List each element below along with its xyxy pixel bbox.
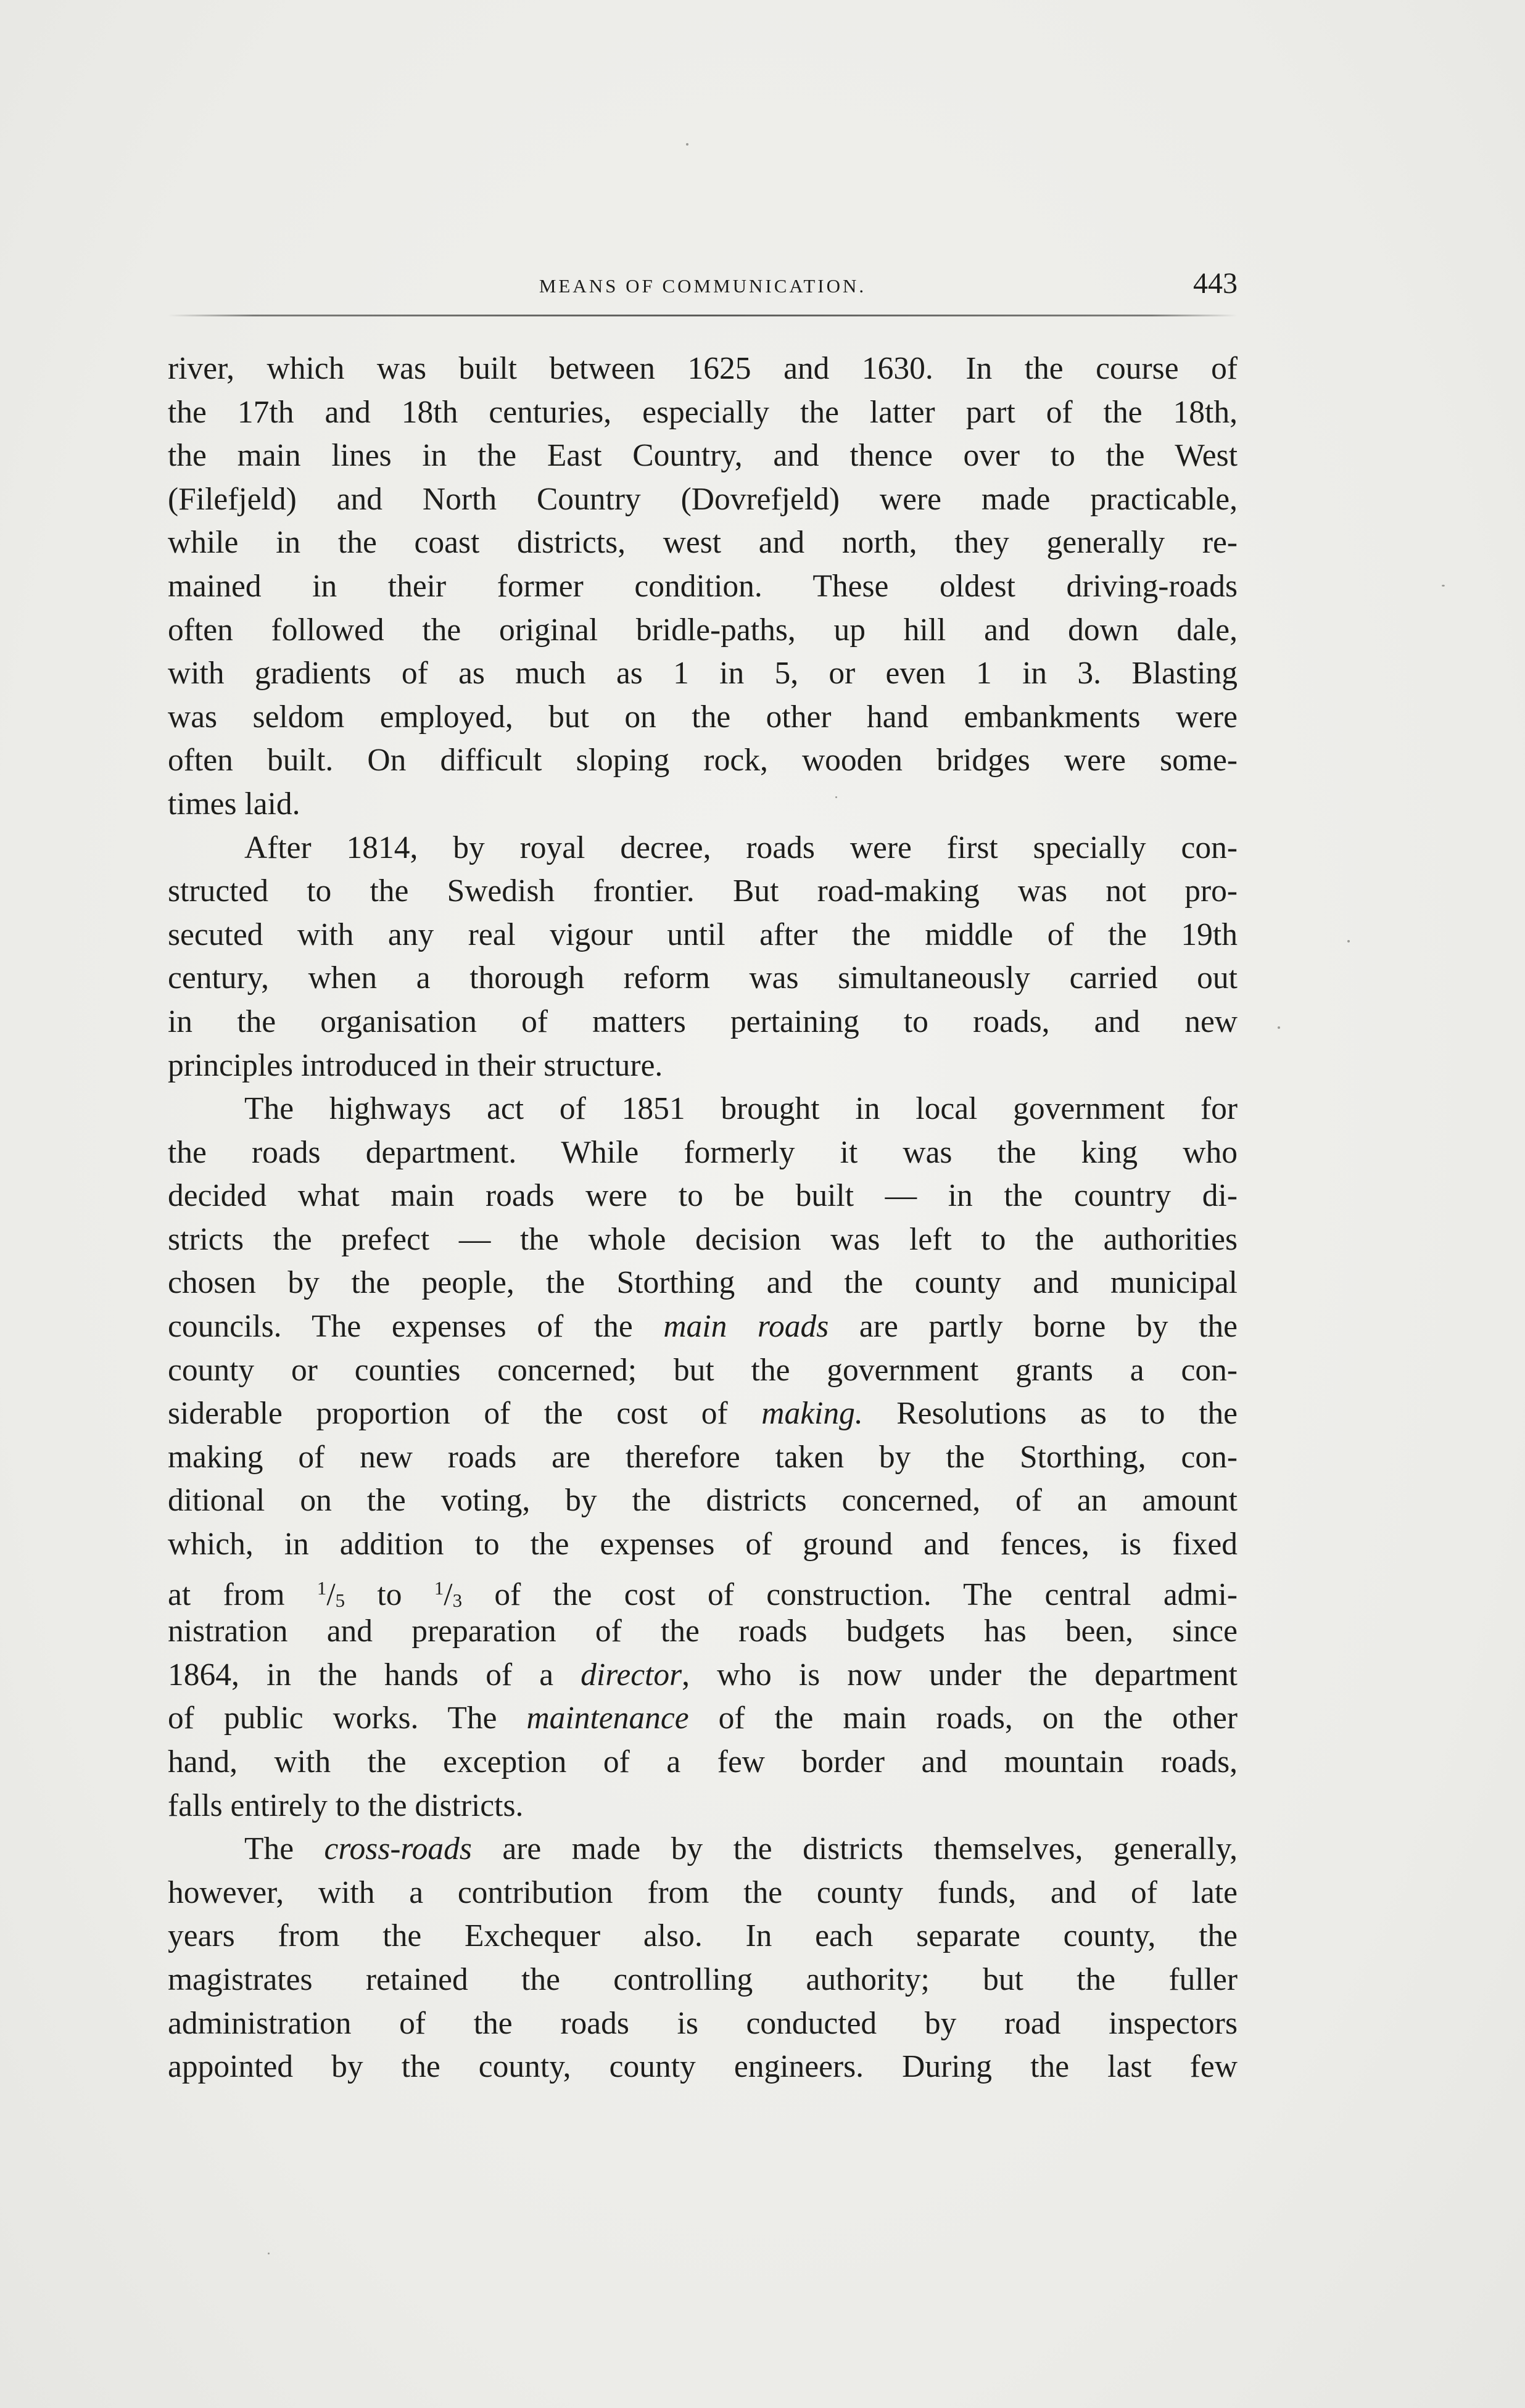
text-line (168, 913, 1238, 957)
text-run: river, which was built between 1625 and 1630. In the course of (168, 351, 1238, 386)
text-run: structed to the Swedish frontier. But road-making was not pro- (168, 873, 1238, 909)
text-line (168, 1871, 1238, 1915)
text-line (168, 1436, 1238, 1480)
text-run: in the organisation of matters pertaining to roads, and new (168, 1004, 1238, 1039)
text-line (168, 1784, 1238, 1828)
text-line (168, 1610, 1238, 1654)
text-run: are made by the districts themselves, generally, (471, 1831, 1238, 1867)
text-run: stricts the prefect — the whole decision was left to the authorities (168, 1221, 1238, 1257)
italic-term: cross-roads (324, 1831, 472, 1867)
text-line (168, 1741, 1238, 1784)
text-run: often followed the original bridle-paths, up hill and down dale, (168, 612, 1238, 648)
header-rule (168, 315, 1238, 316)
text-run: After 1814, by royal decree, roads were first specially con- (244, 830, 1238, 865)
text-run: years from the Exchequer also. In each separate county, the (168, 1918, 1238, 1954)
text-run: while in the coast districts, west and north, they generally re- (168, 525, 1238, 561)
text-run: 1864, in the hands of a (168, 1657, 581, 1693)
page-speck (835, 796, 837, 798)
italic-term: main roads (663, 1309, 829, 1345)
text-run: the main lines in the East Country, and thence over to the West (168, 438, 1238, 474)
text-line (168, 1131, 1238, 1175)
text-line (168, 2002, 1238, 2046)
text-run: secuted with any real vigour until after the middle of the 19th (168, 917, 1238, 952)
italic-term: director (581, 1657, 682, 1693)
text-line (168, 1915, 1238, 1958)
text-line (168, 1523, 1238, 1567)
text-run: century, when a thorough reform was simultaneously carried out (168, 960, 1238, 996)
text-line (168, 1958, 1238, 2002)
text-line (168, 739, 1238, 783)
page-speck (686, 143, 688, 146)
text-line (168, 783, 1238, 827)
text-run: mained in their former condition. These oldest driving-roads (168, 568, 1238, 604)
text-run: councils. The expenses of the (168, 1309, 664, 1345)
text-line (168, 1000, 1238, 1044)
text-line (168, 1828, 1238, 1871)
page-number: 443 (1193, 267, 1238, 300)
text-run: Resolutions as to the (862, 1396, 1238, 1432)
text-run: are partly borne by the (829, 1309, 1238, 1345)
text-line (168, 2045, 1238, 2089)
text-run: of the cost of construction. The central admi- (462, 1577, 1238, 1612)
text-run: often built. On difficult sloping rock, wooden bridges were some- (168, 743, 1238, 778)
text-run: however, with a contribution from the county funds, and of late (168, 1874, 1238, 1910)
text-run: of the main roads, on the other (688, 1701, 1238, 1736)
text-run: making of new roads are therefore taken by the Storthing, con- (168, 1439, 1238, 1475)
text-line (168, 521, 1238, 565)
text-line (168, 1654, 1238, 1697)
text-run: with gradients of as much as 1 in 5, or even 1 in 3. Blasting (168, 656, 1238, 691)
text-line (168, 1349, 1238, 1393)
text-line (168, 696, 1238, 740)
text-run: administration of the roads is conducted by road inspectors (168, 2005, 1238, 2041)
text-run: the 17th and 18th centuries, especially the latter part of the 18th, (168, 394, 1238, 430)
text-line (168, 1261, 1238, 1305)
text-run: chosen by the people, the Storthing and the county and municipal (168, 1265, 1238, 1301)
text-line (168, 347, 1238, 391)
page-speck (1442, 585, 1445, 587)
text-run: decided what main roads were to be built — in the country di- (168, 1178, 1238, 1214)
text-line (168, 827, 1238, 870)
fraction: $^1/_3$ (434, 1577, 463, 1612)
text-run: ditional on the voting, by the districts concerned, of an amount (168, 1483, 1238, 1519)
text-line (168, 391, 1238, 435)
text-line (168, 1697, 1238, 1741)
body-text (168, 347, 1238, 2089)
text-run: to (345, 1577, 434, 1612)
text-run: magistrates retained the controlling authority; but the fuller (168, 1961, 1238, 1997)
text-run: siderable proportion of the cost of (168, 1396, 762, 1432)
text-run: , who is now under the department (682, 1657, 1238, 1693)
text-line (168, 1392, 1238, 1436)
page-speck (1347, 940, 1350, 942)
text-line (168, 478, 1238, 522)
text-run: was seldom employed, but on the other hand embankments were (168, 699, 1238, 735)
text-run: hand, with the exception of a few border and mountain roads, (168, 1744, 1238, 1779)
text-run: county or counties concerned; but the government grants a con- (168, 1352, 1238, 1388)
text-line (168, 870, 1238, 913)
text-line (168, 1218, 1238, 1262)
text-run: which, in addition to the expenses of ground and fences, is fixed (168, 1527, 1238, 1562)
text-run: of public works. The (168, 1701, 527, 1736)
text-line (168, 1174, 1238, 1218)
text-line (168, 1087, 1238, 1131)
text-run: nistration and preparation of the roads budgets has been, since (168, 1614, 1238, 1649)
italic-term: making. (761, 1396, 863, 1432)
page-speck (268, 2253, 270, 2254)
fraction: $^1/_5$ (316, 1577, 345, 1612)
text-run: The (244, 1831, 324, 1867)
text-run: (Filefjeld) and North Country (Dovrefjeld) were made practicable, (168, 481, 1238, 517)
text-run: times laid. (168, 786, 300, 822)
text-run: appointed by the county, county engineers. During the last few (168, 2049, 1238, 2085)
text-run: falls entirely to the districts. (168, 1787, 524, 1823)
text-run: at from (168, 1577, 317, 1612)
text-line (168, 1479, 1238, 1523)
text-run: the roads department. While formerly it was the king who (168, 1134, 1238, 1170)
text-line (168, 565, 1238, 609)
text-line (168, 652, 1238, 696)
text-run: The highways act of 1851 brought in local government for (244, 1091, 1238, 1127)
text-line (168, 957, 1238, 1000)
text-line (168, 609, 1238, 653)
text-line (168, 1567, 1238, 1610)
page-header (168, 264, 1238, 307)
text-line (168, 1044, 1238, 1088)
italic-term: maintenance (526, 1701, 689, 1736)
text-line (168, 1305, 1238, 1349)
text-run: principles introduced in their structure. (168, 1047, 663, 1083)
text-line (168, 434, 1238, 478)
page-speck (1278, 1026, 1280, 1029)
running-head: MEANS OF COMMUNICATION. (539, 275, 867, 297)
